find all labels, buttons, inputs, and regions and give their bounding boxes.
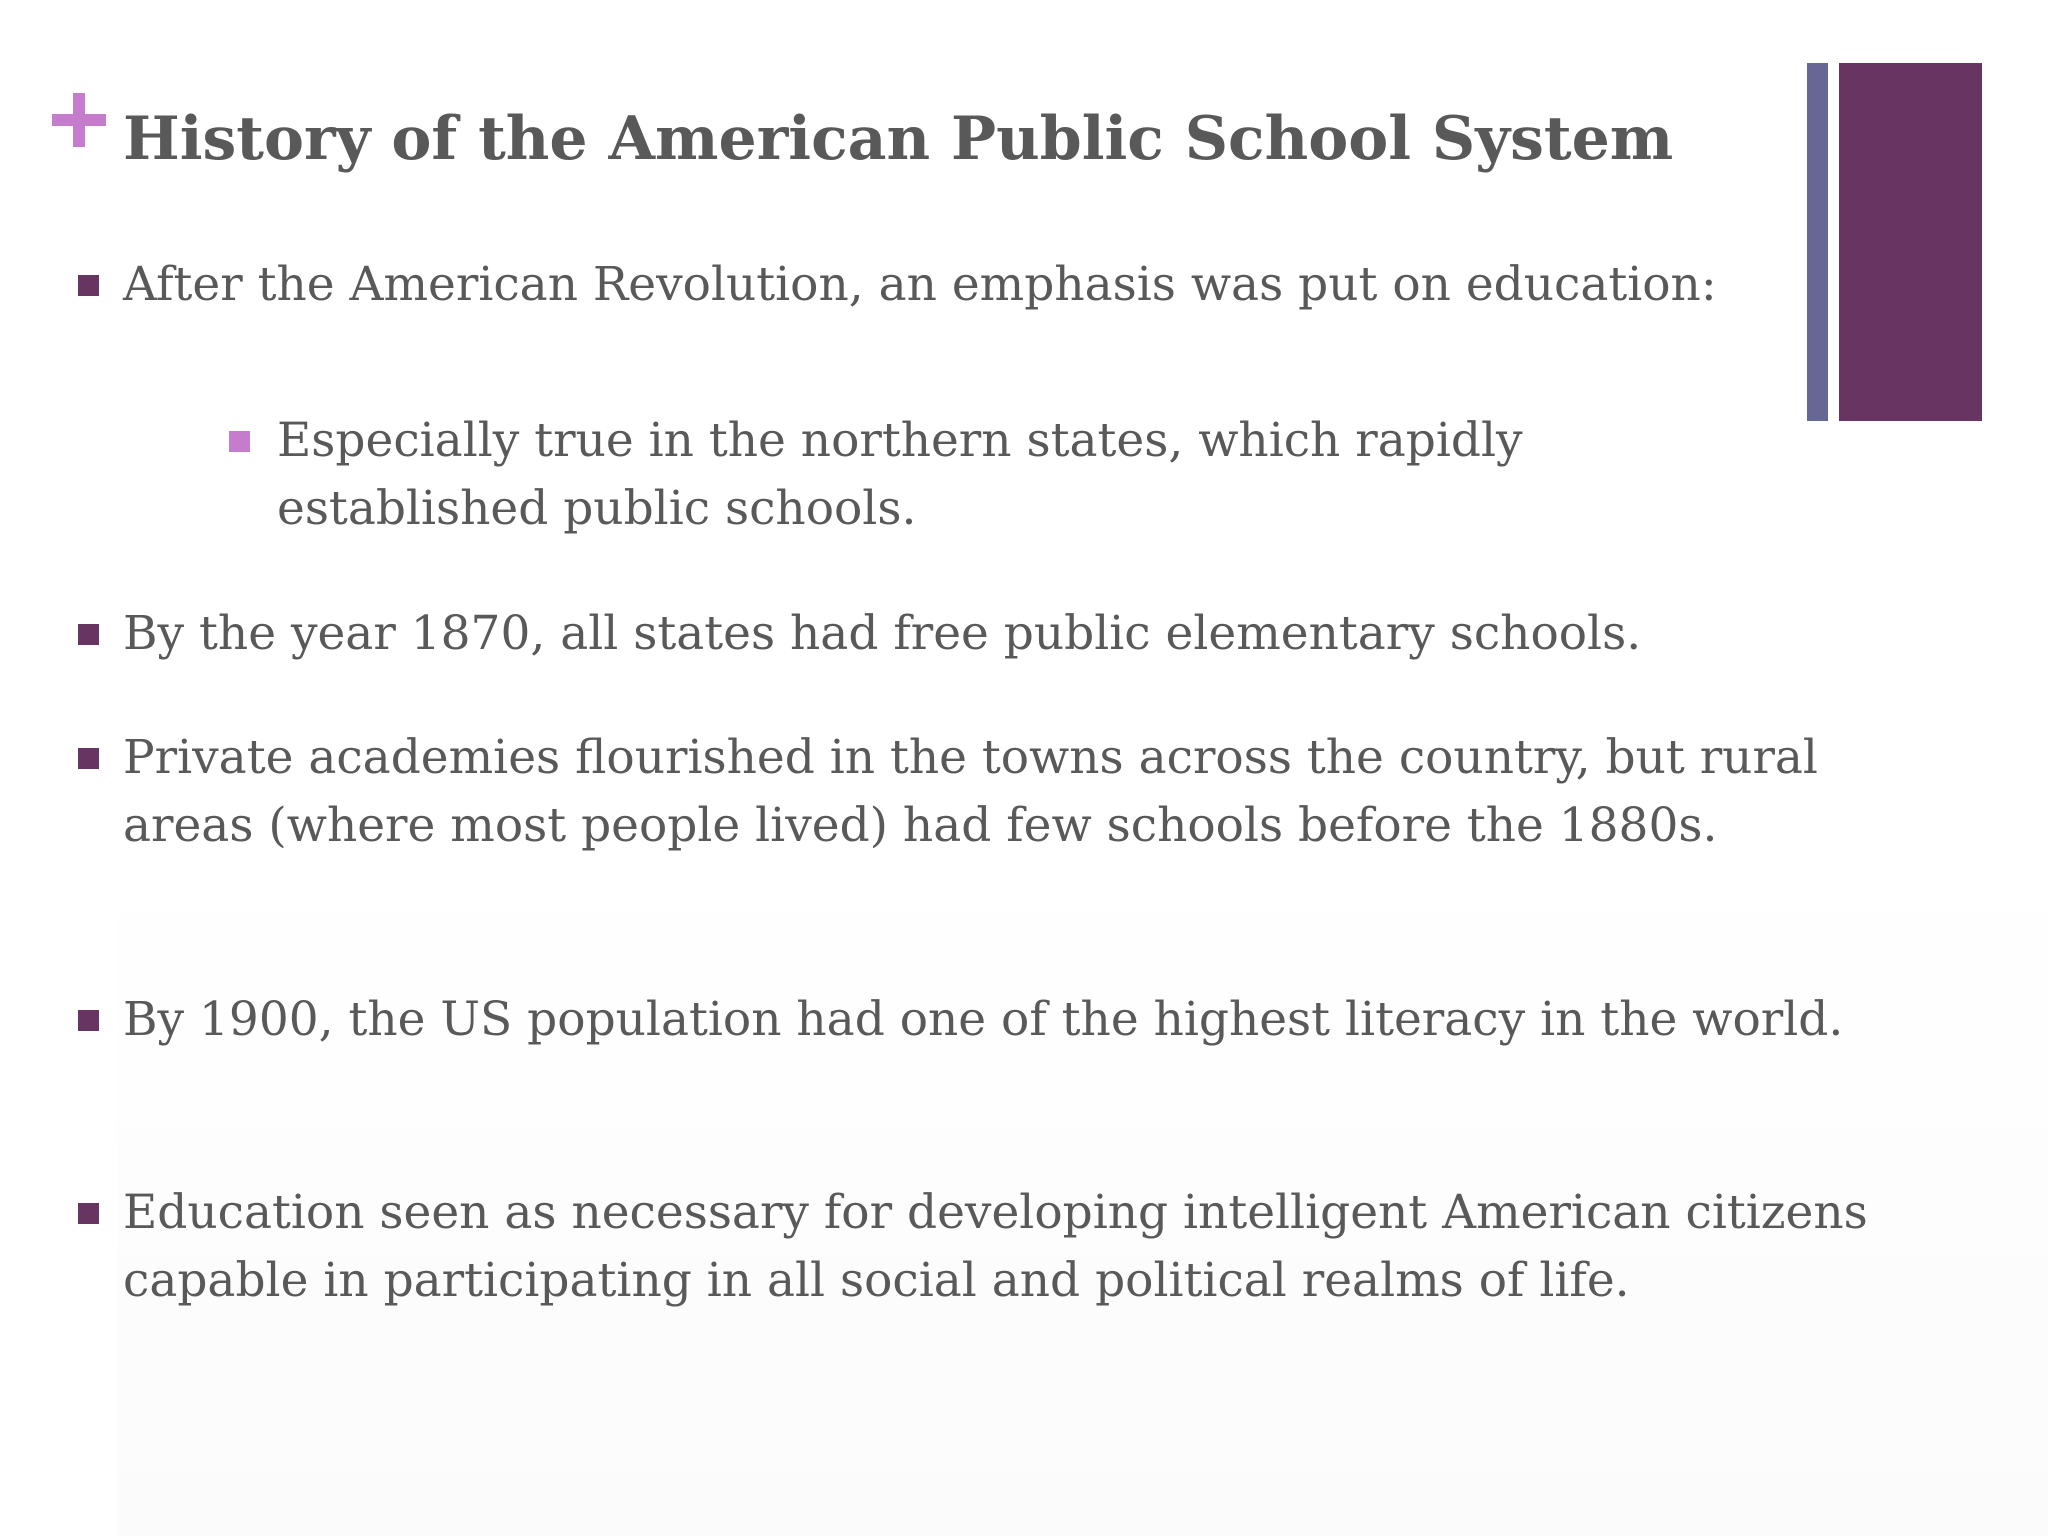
bullet-item [123,600,1883,668]
bullet-text: Education seen as necessary for developing intelligent American citizens capable in participating in all social and political realms of life. [123,1185,1868,1308]
accent-bar-thin [1807,63,1828,421]
square-bullet-icon [78,624,99,645]
bullet-text: After the American Revolution, an emphasis was put on education: [123,257,1717,312]
accent-bar-thick [1839,63,1982,421]
bullet-item [123,1179,1883,1315]
slide-title: History of the American Public School System [123,104,1674,174]
bullet-text: Private academies flourished in the towns across the country, but rural areas (where most people lived) had few schools before the 1880s. [123,730,1818,853]
square-bullet-icon [78,748,99,769]
bullet-text: By the year 1870, all states had free public elementary schools. [123,606,1642,661]
square-bullet-icon [229,431,250,452]
bullet-item [123,251,1883,319]
square-bullet-icon [78,1203,99,1224]
sub-bullet-text: Especially true in the northern states, which rapidly established public schools. [277,413,1523,536]
bullet-text: By 1900, the US population had one of the highest literacy in the world. [123,992,1844,1047]
square-bullet-icon [78,1010,99,1031]
bullet-item [123,724,1883,860]
square-bullet-icon [78,275,99,296]
bullet-item [123,986,1883,1054]
sub-bullet-item [277,407,1777,543]
plus-icon [52,93,106,147]
